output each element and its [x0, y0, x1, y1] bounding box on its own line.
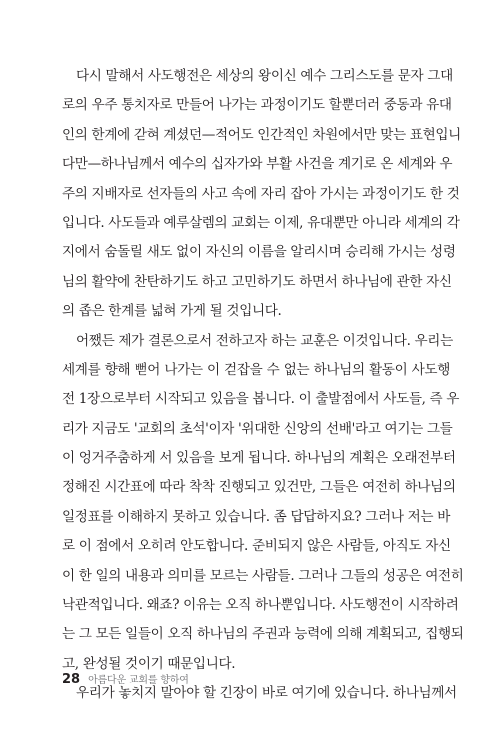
- page-footer: [62, 671, 189, 689]
- text-line: 정해진 시간표에 따라 착착 진행되고 있건만, 그들은 여전히 하나님의: [62, 479, 456, 496]
- text-line: 고, 완성될 것이기 때문입니다.: [62, 655, 236, 672]
- text-line: 입니다. 사도들과 예루살렘의 교회는 이제, 유대뿐만 아니라 세계의 각: [62, 214, 460, 231]
- text-line: 일정표를 이해하지 못하고 있습니다. 좀 답답하지요? 그러나 저는 바: [62, 508, 450, 525]
- text-line: 이 한 일의 내용과 의미를 모르는 사람들. 그러나 그들의 성공은 여전히: [62, 567, 464, 584]
- text-line: 의 좁은 한계를 넓혀 가게 될 것입니다.: [62, 303, 282, 320]
- text-line: 전 1장으로부터 시작되고 있음을 봅니다. 이 출발점에서 사도들, 즉 우: [62, 391, 460, 408]
- text-line: 다만—하나님께서 예수의 십자가와 부활 사건을 계기로 온 세계와 우: [62, 156, 453, 173]
- text-line: 는 그 모든 일들이 오직 하나님의 주권과 능력에 의해 계획되고, 집행되: [62, 626, 464, 643]
- text-line: 로 이 점에서 오히려 안도합니다. 준비되지 않은 사람들, 아직도 자신: [62, 538, 451, 555]
- text-line: 낙관적입니다. 왜죠? 이유는 오직 하나뿐입니다. 사도행전이 시작하려: [62, 597, 459, 614]
- text-line: 지에서 숨돌릴 새도 없이 자신의 이름을 알리시며 승리해 가시는 성령: [62, 244, 456, 261]
- text-line: 인의 한계에 갇혀 계셨던—적어도 인간적인 차원에서만 맞는 표현입니: [62, 126, 461, 143]
- text-line: 리가 지금도 '교회의 초석'이자 '위대한 신앙의 선배'라고 여기는 그들: [62, 420, 453, 437]
- text-line: 우리가 놓치지 말아야 할 긴장이 바로 여기에 있습니다. 하나님께서: [76, 685, 457, 702]
- text-line: 님의 활약에 찬탄하기도 하고 고민하기도 하면서 하나님에 관한 자신: [62, 273, 452, 290]
- text-line: 이 엉거주춤하게 서 있음을 보게 됩니다. 하나님의 계획은 오래전부터: [62, 450, 456, 467]
- running-title: 아름다운 교회를 향하여: [88, 675, 189, 686]
- page-number: 28: [62, 672, 81, 687]
- text-line: 주의 지배자로 선자들의 사고 속에 자리 잡아 가시는 과정이기도 한 것: [62, 185, 460, 202]
- body-text: [62, 62, 464, 709]
- text-line: 다시 말해서 사도행전은 세상의 왕이신 예수 그리스도를 문자 그대: [76, 68, 453, 84]
- text-line: 어쨌든 제가 결론으로서 전하고자 하는 교훈은 이것입니다. 우리는: [76, 332, 453, 349]
- text-line: 세계를 향해 뻗어 나가는 이 걷잡을 수 없는 하나님의 활동이 사도행: [62, 361, 450, 378]
- text-line: 로의 우주 통치자로 만들어 나가는 과정이기도 할뿐더러 중동과 유대: [62, 97, 452, 114]
